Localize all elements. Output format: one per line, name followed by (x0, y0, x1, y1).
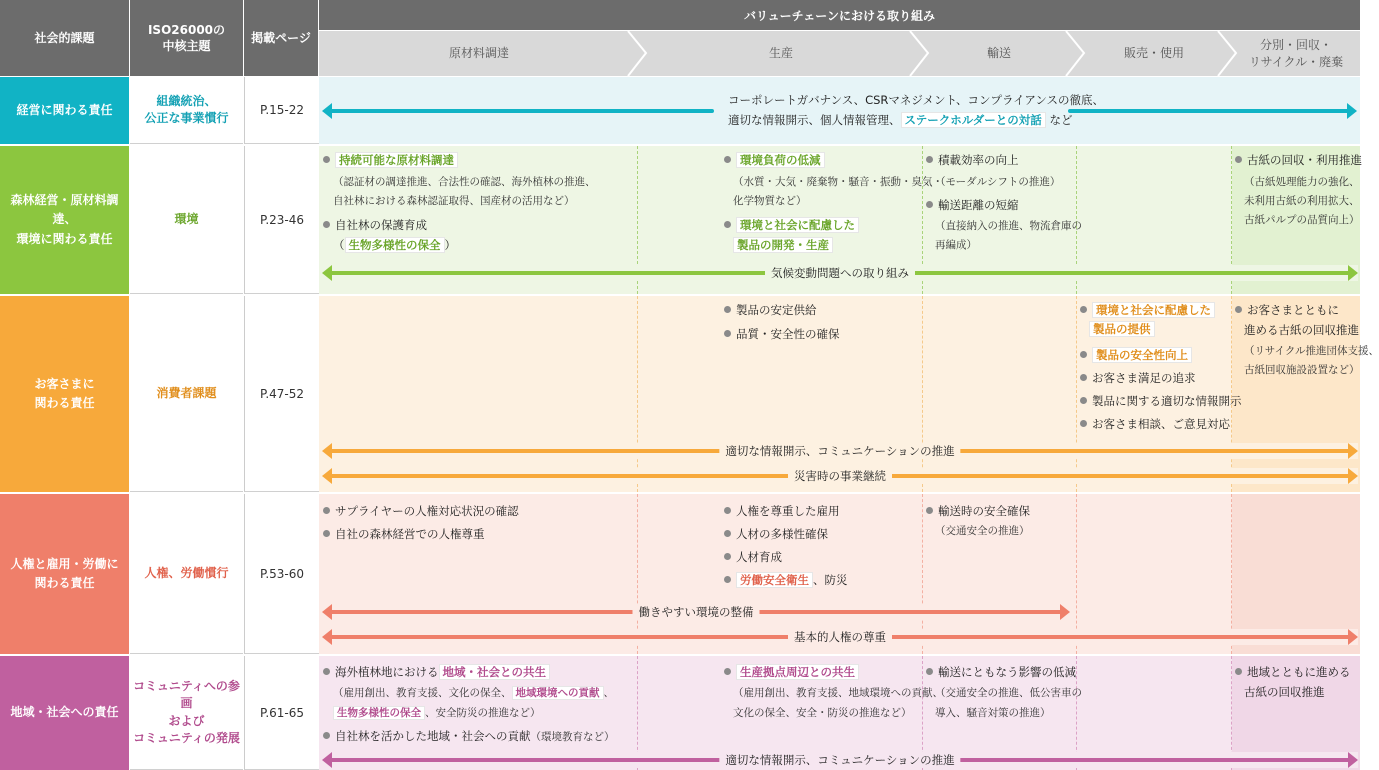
management-text-line2b: など (1049, 113, 1073, 127)
hr-a1 (323, 503, 519, 520)
category-community: 地域・社会への責任 (0, 656, 129, 770)
com-c1-sub1: （交通安全の推進、低公害車の (935, 687, 1082, 699)
arrow-management-left (322, 103, 722, 119)
cons-d4 (1080, 393, 1242, 410)
cons-d3 (1080, 370, 1196, 387)
hr-b1 (724, 503, 840, 520)
com-c1-sub2: 導入、騒音対策の推進） (935, 707, 1051, 719)
core-management (130, 77, 243, 144)
hr-b2 (724, 526, 828, 543)
env-c2-sub2: 再編成） (935, 239, 977, 251)
env-c2-sub1: （直接納入の推進、物流倉庫の (935, 220, 1082, 232)
hr-c1 (926, 503, 1030, 520)
cons-e1-text: お客さまとともに (1247, 303, 1339, 317)
cons-b2-text: 品質・安全性の確保 (736, 327, 840, 341)
env-load-reduction-highlight: 環境負荷の低減 (736, 152, 825, 168)
env-c1 (926, 152, 1019, 169)
hr-a2-text: 自社の森林経営での人権尊重 (335, 527, 485, 541)
divider (637, 296, 638, 492)
eco-product-provide-highlight-line2: 製品の提供 (1089, 321, 1155, 337)
cons-d2 (1080, 347, 1192, 364)
com-a1-sub2-text: 、安全防災の推進など） (425, 707, 541, 719)
hr-b2-text: 人材の多様性確保 (736, 527, 828, 541)
arrow-human-rights (322, 629, 1358, 645)
page-human-rights: P.53-60 (244, 494, 319, 654)
cons-e1-sub2: 古紙回収施設設置など） (1244, 364, 1360, 376)
community-biodiversity-highlight: 生物多様性の保全 (333, 706, 425, 720)
com-c1-text: 輸送にともなう影響の低減 (938, 665, 1076, 679)
cons-d4-text: 製品に関する適切な情報開示 (1092, 394, 1242, 408)
community-coexistence-highlight: 地域・社会との共生 (439, 664, 551, 680)
cons-e1-sub1: （リサイクル推進団体支援、 (1244, 345, 1379, 357)
arrow-business-continuity-label: 災害時の事業継続 (788, 468, 892, 484)
eco-product-dev-highlight-line2: 製品の開発・生産 (733, 237, 833, 253)
core-community-line3: コミュニティの発展 (133, 730, 240, 745)
env-e1-sub2: 未利用古紙の利用拡大、 (1244, 195, 1360, 207)
core-community (130, 656, 243, 770)
com-b1 (724, 664, 859, 681)
page-consumer: P.47-52 (244, 296, 319, 492)
env-a2 (323, 217, 427, 234)
category-customers (0, 296, 129, 492)
com-a1-sub2 (333, 706, 541, 722)
arrow-disclosure-communication (322, 443, 1358, 459)
arrow-human-rights-label: 基本的人権の尊重 (788, 629, 892, 645)
env-a1-sub1: （認証材の調達推進、合法性の確認、海外植林の推進、 (333, 176, 596, 188)
arrow-work-environment-label: 働きやすい環境の整備 (633, 604, 760, 620)
sustainable-sourcing-highlight: 持続可能な原材料調達 (335, 152, 458, 168)
category-human-rights (0, 494, 129, 654)
eco-product-dev-highlight-line1: 環境と社会に配慮した (736, 217, 859, 233)
com-c1 (926, 664, 1076, 681)
hr-b4-text: 、防災 (813, 573, 848, 587)
arrow-community-disclosure (322, 752, 1358, 768)
hr-b3 (724, 549, 782, 566)
divider (1076, 296, 1077, 492)
hr-a1-text: サプライヤーの人権対応状況の確認 (335, 504, 519, 518)
core-community-line1: コミュニティへの参画 (133, 678, 240, 711)
arrow-community-disclosure-label: 適切な情報開示、コミュニケーションの推進 (719, 752, 960, 768)
management-text-line1: コーポレートガバナンス、CSRマネジメント、コンプライアンスの徹底、 (728, 93, 1105, 107)
page-management: P.15-22 (244, 77, 319, 144)
cons-d1 (1080, 302, 1215, 319)
env-a1 (323, 152, 458, 169)
stakeholder-dialogue-highlight: ステークホルダーとの対話 (901, 112, 1046, 128)
cons-e1b: 進める古紙の回収推進 (1244, 323, 1359, 337)
env-b1 (724, 152, 825, 169)
env-b2 (724, 217, 859, 234)
stage-sales-use: 販売・使用 (1123, 46, 1184, 61)
core-management-line2: 公正な事業慣行 (144, 111, 229, 125)
stage-recycle-line1: 分別・回収・ (1259, 38, 1332, 53)
cons-e1 (1235, 302, 1339, 319)
cons-b1 (724, 302, 817, 319)
divider (922, 296, 923, 492)
hr-c1-text: 輸送時の安全確保 (938, 504, 1030, 518)
header-iso-line2: 中核主題 (162, 39, 211, 53)
stage-transport: 輸送 (986, 46, 1011, 61)
com-a1-text: 海外植林地における (335, 665, 439, 679)
regional-env-contribution-highlight: 地域環境への貢献 (512, 686, 604, 700)
management-text-line2a: 適切な情報開示、個人情報管理、 (728, 113, 901, 127)
header-social-issue: 社会的課題 (0, 0, 129, 76)
stage-raw-materials: 原材料調達 (448, 46, 509, 61)
header-page: 掲載ページ (244, 0, 318, 76)
com-e1-text: 地域とともに進める (1247, 665, 1351, 679)
arrow-disclosure-label: 適切な情報開示、コミュニケーションの推進 (719, 443, 960, 459)
header-value-chain: バリューチェーンにおける取り組み (319, 0, 1360, 30)
cons-b1-text: 製品の安定供給 (736, 303, 817, 317)
com-e1 (1235, 664, 1351, 681)
category-customers-line2: 関わる責任 (34, 396, 95, 410)
hr-b1-text: 人権を尊重した雇用 (736, 504, 840, 518)
env-c2 (926, 197, 1019, 214)
com-a1-sub1-text: （雇用創出、教育支援、文化の保全、 (333, 687, 512, 699)
header-iso-line1: ISO26000の (147, 22, 226, 37)
category-human-rights-line1: 人権と雇用・労働に (10, 556, 119, 571)
env-e1-sub1: （古紙処理能力の強化、 (1244, 176, 1360, 188)
cons-d5-text: お客さま相談、ご意見対応 (1092, 417, 1230, 431)
category-forest-line1: 森林経営・原材料調達、 (10, 193, 119, 227)
env-c1-text: 積載効率の向上 (938, 153, 1019, 167)
env-b2-line2 (733, 237, 833, 254)
category-forest-environment (0, 146, 129, 294)
category-customers-line1: お客さまに (34, 376, 95, 391)
stage-recycle-line2: リサイクル・廃棄 (1248, 54, 1344, 69)
env-a1-sub2: 自社林における森林認証取得、国産材の活用など） (333, 195, 575, 207)
env-e1-sub3: 古紙パルプの品質向上） (1244, 214, 1360, 226)
category-forest-line2: 環境に関わる責任 (16, 231, 113, 246)
cons-d5 (1080, 416, 1230, 433)
core-consumer: 消費者課題 (130, 296, 243, 492)
env-c2-text: 輸送距離の短縮 (938, 198, 1019, 212)
stage-chevrons (0, 31, 1360, 76)
arrow-climate-change-label: 気候変動問題への取り組み (765, 265, 915, 281)
product-safety-highlight: 製品の安全性向上 (1092, 347, 1192, 363)
core-human-rights: 人権、労働慣行 (130, 494, 243, 654)
com-a2-sub: （環境教育など） (530, 731, 615, 743)
eco-product-provide-highlight-line1: 環境と社会に配慮した (1092, 302, 1215, 318)
com-a2 (323, 728, 615, 746)
core-management-line1: 組織統治、 (156, 93, 217, 108)
com-a2-text: 自社林を活かした地域・社会への貢献 (335, 729, 531, 743)
env-c1-sub: （モーダルシフトの推進） (935, 176, 1061, 188)
com-e1b: 古紙の回収推進 (1244, 685, 1325, 699)
env-e1-text: 古紙の回収・利用推進 (1247, 153, 1362, 167)
com-a1-sub1 (333, 686, 614, 702)
env-a2-sub: （ 生物多様性の保全 ） (333, 238, 456, 252)
category-management: 経営に関わる責任 (0, 77, 129, 144)
occupational-safety-highlight: 労働安全衛生 (736, 572, 813, 588)
com-b1-sub2: 文化の保全、安全・防災の推進など） (733, 707, 912, 719)
env-e1 (1235, 152, 1362, 169)
arrow-climate-change (322, 265, 1358, 281)
arrow-management-right (1060, 103, 1357, 119)
env-b1-sub1: （水質・大気・廃棄物・騒音・振動・臭気・ (733, 176, 943, 188)
cons-b2 (724, 326, 840, 343)
page-environment: P.23-46 (244, 146, 319, 294)
production-site-coexistence-highlight: 生産拠点周辺との共生 (736, 664, 859, 680)
hr-b4 (724, 572, 848, 589)
category-human-rights-line2: 関わる責任 (34, 576, 95, 590)
cons-d3-text: お客さま満足の追求 (1092, 371, 1196, 385)
hr-c1-sub: （交通安全の推進） (935, 525, 1030, 537)
env-a2-text: 自社林の保護育成 (335, 218, 427, 232)
biodiversity-highlight: 生物多様性の保全 (345, 237, 445, 253)
core-environment: 環境 (130, 146, 243, 294)
page-community: P.61-65 (244, 656, 319, 770)
arrow-work-environment (322, 604, 1070, 620)
arrow-business-continuity (322, 468, 1358, 484)
hr-b3-text: 人材育成 (736, 550, 782, 564)
core-community-line2: および (168, 713, 205, 728)
com-a1 (323, 664, 550, 681)
management-text-line2 (728, 112, 1072, 129)
env-b1-sub2: 化学物質など） (733, 195, 807, 207)
stage-production: 生産 (768, 46, 793, 61)
com-a1-sub1-tail: 、 (603, 687, 614, 699)
com-b1-sub1: （雇用創出、教育支援、地域環境への貢献、 (733, 687, 943, 699)
hr-a2 (323, 526, 485, 543)
cons-d1-line2 (1089, 321, 1155, 338)
